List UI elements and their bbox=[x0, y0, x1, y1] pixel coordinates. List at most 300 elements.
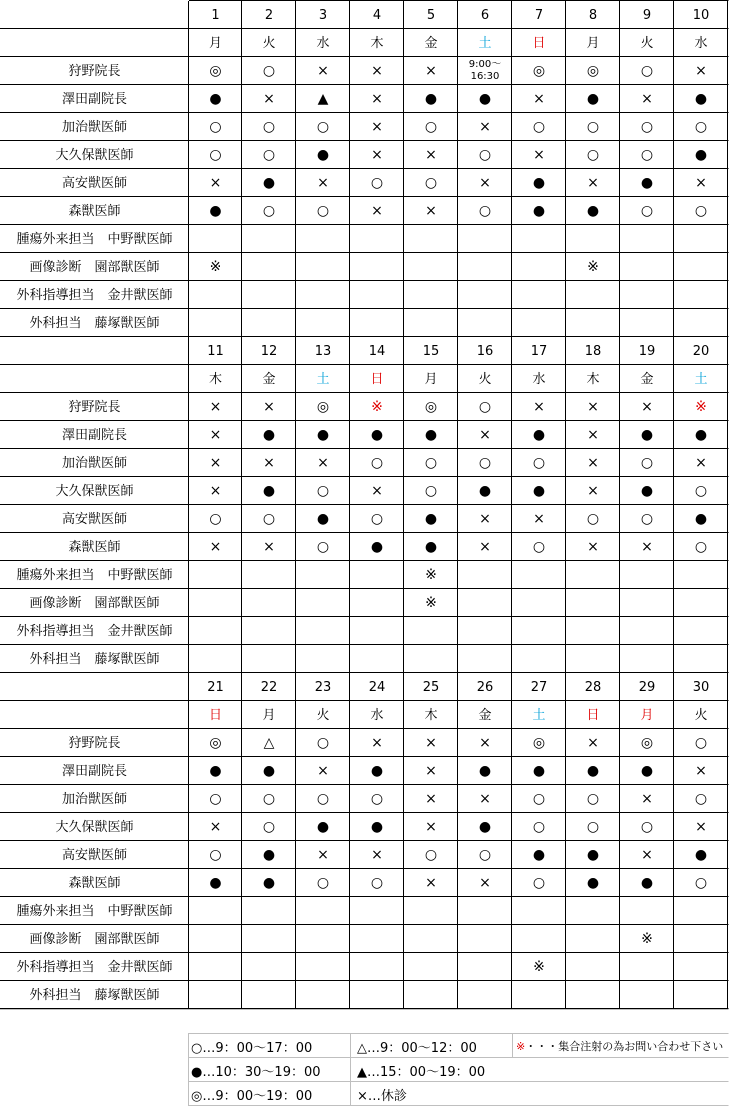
schedule-cell bbox=[566, 309, 620, 337]
schedule-cell: × bbox=[533, 399, 545, 415]
legend-circle: ○…9：00～17：00 bbox=[191, 1040, 313, 1056]
schedule-cell bbox=[566, 589, 620, 617]
staff-name: 外科指導担当 金井獣医師 bbox=[16, 959, 173, 975]
staff-name: 澤田副院長 bbox=[61, 763, 127, 779]
schedule-cell: × bbox=[695, 819, 707, 835]
day-number: 12 bbox=[260, 343, 278, 359]
schedule-cell: × bbox=[479, 875, 491, 891]
schedule-cell: × bbox=[641, 791, 653, 807]
schedule-cell bbox=[458, 617, 512, 645]
day-number: 14 bbox=[368, 343, 386, 359]
day-number: 20 bbox=[692, 343, 710, 359]
day-number: 4 bbox=[372, 7, 382, 23]
schedule-cell: ○ bbox=[640, 203, 654, 219]
schedule-cell: ● bbox=[532, 203, 546, 219]
schedule-cell: ※ bbox=[641, 931, 653, 947]
schedule-cell bbox=[458, 981, 512, 1009]
schedule-cell: ○ bbox=[424, 483, 438, 499]
schedule-cell: ● bbox=[424, 91, 438, 107]
schedule-cell: ○ bbox=[209, 791, 222, 807]
schedule-cell bbox=[350, 617, 404, 645]
weekday: 月 bbox=[640, 707, 654, 723]
schedule-cell: ◎ bbox=[640, 735, 654, 751]
schedule-cell bbox=[458, 253, 512, 281]
schedule-cell bbox=[674, 897, 728, 925]
schedule-cell: ○ bbox=[640, 455, 654, 471]
schedule-cell: × bbox=[263, 539, 275, 555]
weekday: 火 bbox=[640, 35, 654, 51]
schedule-cell: ○ bbox=[640, 119, 654, 135]
weekday: 日 bbox=[532, 35, 546, 51]
staff-name: 大久保獣医師 bbox=[55, 819, 134, 835]
weekday: 土 bbox=[316, 371, 330, 387]
schedule-cell: ● bbox=[209, 203, 222, 219]
schedule-cell: ● bbox=[640, 875, 654, 891]
schedule-cell bbox=[350, 981, 404, 1009]
schedule-cell: ○ bbox=[209, 147, 222, 163]
day-number: 5 bbox=[426, 7, 436, 23]
schedule-cell: ○ bbox=[209, 511, 222, 527]
schedule-cell: × bbox=[371, 63, 383, 79]
schedule-cell bbox=[296, 925, 350, 953]
schedule-cell: ◎ bbox=[424, 399, 438, 415]
schedule-cell: × bbox=[263, 455, 275, 471]
schedule-cell: ● bbox=[694, 91, 708, 107]
weekday: 土 bbox=[478, 35, 492, 51]
schedule-cell: ○ bbox=[478, 455, 492, 471]
weekday: 水 bbox=[316, 35, 330, 51]
schedule-cell: × bbox=[209, 819, 222, 835]
legend-cross: ×…休診 bbox=[357, 1088, 407, 1104]
schedule-cell: × bbox=[371, 91, 383, 107]
schedule-cell: ● bbox=[424, 427, 438, 443]
schedule-cell: ● bbox=[262, 847, 276, 863]
schedule-cell: × bbox=[317, 175, 329, 191]
staff-name: 加治獣医師 bbox=[61, 791, 127, 807]
staff-name: 高安獣医師 bbox=[61, 175, 127, 191]
schedule-cell: × bbox=[479, 511, 491, 527]
staff-name: 加治獣医師 bbox=[61, 119, 127, 135]
schedule-cell: × bbox=[479, 791, 491, 807]
schedule-cell bbox=[189, 281, 242, 309]
schedule-cell bbox=[674, 925, 728, 953]
schedule-cell bbox=[512, 981, 566, 1009]
schedule-cell: ○ bbox=[370, 455, 384, 471]
weekday: 火 bbox=[262, 35, 276, 51]
schedule-cell: ※ bbox=[587, 259, 599, 275]
schedule-cell: ● bbox=[532, 763, 546, 779]
schedule-cell: ● bbox=[424, 539, 438, 555]
day-number: 17 bbox=[530, 343, 548, 359]
schedule-cell bbox=[674, 225, 728, 253]
weekday: 火 bbox=[316, 707, 330, 723]
schedule-cell: ○ bbox=[209, 847, 222, 863]
schedule-cell: ◎ bbox=[532, 63, 546, 79]
schedule-cell: × bbox=[587, 399, 599, 415]
schedule-cell bbox=[674, 309, 728, 337]
schedule-cell: ◎ bbox=[209, 735, 222, 751]
schedule-cell: × bbox=[479, 427, 491, 443]
weekday: 月 bbox=[262, 707, 276, 723]
staff-name: 外科指導担当 金井獣医師 bbox=[16, 623, 173, 639]
schedule-cell bbox=[566, 925, 620, 953]
schedule-cell bbox=[620, 617, 674, 645]
staff-name: 森獣医師 bbox=[68, 539, 121, 555]
schedule-cell: ○ bbox=[262, 147, 276, 163]
schedule-cell: ● bbox=[694, 847, 708, 863]
staff-name: 狩野院長 bbox=[68, 63, 121, 79]
schedule-cell: ○ bbox=[478, 847, 492, 863]
schedule-cell bbox=[404, 925, 458, 953]
weekday: 月 bbox=[208, 35, 222, 51]
schedule-cell: ● bbox=[586, 875, 600, 891]
schedule-cell: × bbox=[209, 455, 222, 471]
schedule-cell bbox=[566, 617, 620, 645]
schedule-cell: ※ bbox=[695, 399, 707, 415]
schedule-cell: ○ bbox=[694, 735, 708, 751]
schedule-cell: × bbox=[587, 427, 599, 443]
schedule-cell: × bbox=[317, 763, 329, 779]
staff-name: 外科担当 藤塚獣医師 bbox=[29, 315, 160, 331]
schedule-cell: ○ bbox=[316, 791, 330, 807]
schedule-cell: ○ bbox=[640, 511, 654, 527]
schedule-cell: ○ bbox=[316, 119, 330, 135]
day-number: 19 bbox=[638, 343, 656, 359]
weekday: 金 bbox=[262, 371, 276, 387]
schedule-cell: ● bbox=[640, 483, 654, 499]
schedule-cell bbox=[350, 225, 404, 253]
schedule-cell: × bbox=[425, 735, 437, 751]
schedule-cell bbox=[189, 561, 242, 589]
schedule-cell bbox=[296, 589, 350, 617]
schedule-cell bbox=[458, 309, 512, 337]
day-number: 25 bbox=[422, 679, 440, 695]
schedule-cell bbox=[404, 953, 458, 981]
schedule-cell: ● bbox=[262, 483, 276, 499]
staff-name: 外科担当 藤塚獣医師 bbox=[29, 987, 160, 1003]
weekday: 土 bbox=[532, 707, 546, 723]
schedule-cell: ● bbox=[316, 147, 330, 163]
schedule-cell: ● bbox=[262, 763, 276, 779]
schedule-cell bbox=[512, 897, 566, 925]
schedule-cell bbox=[458, 225, 512, 253]
schedule-cell: ○ bbox=[370, 175, 384, 191]
schedule-cell bbox=[296, 645, 350, 673]
schedule-cell bbox=[674, 645, 728, 673]
schedule-cell: ○ bbox=[370, 511, 384, 527]
schedule-cell bbox=[350, 897, 404, 925]
weekday: 木 bbox=[424, 707, 438, 723]
schedule-cell bbox=[242, 645, 296, 673]
schedule-cell: ● bbox=[478, 763, 492, 779]
schedule-cell: ○ bbox=[316, 203, 330, 219]
schedule-cell: × bbox=[641, 539, 653, 555]
schedule-cell bbox=[566, 953, 620, 981]
day-number: 21 bbox=[207, 679, 224, 695]
schedule-cell: × bbox=[425, 763, 437, 779]
day-number: 24 bbox=[368, 679, 386, 695]
schedule-cell: ● bbox=[478, 91, 492, 107]
schedule-cell bbox=[512, 589, 566, 617]
schedule-cell: ● bbox=[640, 175, 654, 191]
schedule-cell: ○ bbox=[694, 483, 708, 499]
schedule-cell: ● bbox=[262, 427, 276, 443]
schedule-cell: ○ bbox=[640, 63, 654, 79]
schedule-cell: ※ bbox=[533, 959, 545, 975]
weekday: 木 bbox=[370, 35, 384, 51]
schedule-cell bbox=[674, 561, 728, 589]
schedule-cell bbox=[242, 953, 296, 981]
schedule-cell bbox=[296, 561, 350, 589]
schedule-cell bbox=[242, 561, 296, 589]
staff-name: 画像診断 園部獣医師 bbox=[29, 595, 160, 611]
schedule-cell: ○ bbox=[586, 119, 600, 135]
schedule-cell bbox=[189, 645, 242, 673]
schedule-cell bbox=[189, 589, 242, 617]
schedule-cell: ○ bbox=[694, 203, 708, 219]
schedule-cell: ○ bbox=[640, 147, 654, 163]
legend-ref bbox=[516, 1034, 723, 1058]
day-number: 7 bbox=[534, 7, 544, 23]
schedule-cell: ○ bbox=[694, 875, 708, 891]
day-number: 30 bbox=[692, 679, 710, 695]
schedule-cell bbox=[350, 925, 404, 953]
schedule-cell bbox=[242, 253, 296, 281]
weekday: 水 bbox=[694, 35, 708, 51]
schedule-cell: ● bbox=[209, 763, 222, 779]
schedule-cell: × bbox=[371, 203, 383, 219]
schedule-cell bbox=[404, 253, 458, 281]
schedule-cell: × bbox=[209, 539, 222, 555]
schedule-cell: ● bbox=[262, 175, 276, 191]
schedule-cell bbox=[674, 617, 728, 645]
weekday: 火 bbox=[694, 707, 708, 723]
schedule-cell bbox=[674, 953, 728, 981]
schedule-cell bbox=[296, 897, 350, 925]
schedule-cell bbox=[512, 253, 566, 281]
schedule-cell bbox=[458, 589, 512, 617]
staff-name: 高安獣医師 bbox=[61, 847, 127, 863]
schedule-cell: × bbox=[425, 203, 437, 219]
staff-name: 画像診断 園部獣医師 bbox=[29, 259, 160, 275]
schedule-cell bbox=[242, 981, 296, 1009]
schedule-cell bbox=[566, 561, 620, 589]
schedule-cell: ● bbox=[694, 147, 708, 163]
weekday: 木 bbox=[208, 371, 222, 387]
staff-name: 澤田副院長 bbox=[61, 427, 127, 443]
schedule-cell bbox=[404, 981, 458, 1009]
schedule-cell: ● bbox=[640, 427, 654, 443]
schedule-cell bbox=[566, 281, 620, 309]
schedule-cell: ※ bbox=[209, 259, 222, 275]
staff-name: 大久保獣医師 bbox=[55, 147, 134, 163]
schedule-cell bbox=[620, 589, 674, 617]
schedule-cell: ● bbox=[316, 819, 330, 835]
schedule-cell bbox=[242, 589, 296, 617]
schedule-cell bbox=[512, 645, 566, 673]
schedule-cell bbox=[566, 645, 620, 673]
schedule-cell bbox=[674, 981, 728, 1009]
schedule-cell: ○ bbox=[316, 483, 330, 499]
schedule-cell bbox=[189, 953, 242, 981]
schedule-cell: ○ bbox=[586, 147, 600, 163]
schedule-cell: ● bbox=[370, 819, 384, 835]
schedule-cell: × bbox=[209, 399, 222, 415]
schedule-cell: × bbox=[587, 539, 599, 555]
schedule-cell: ● bbox=[370, 763, 384, 779]
day-number: 27 bbox=[530, 679, 548, 695]
schedule-cell: ○ bbox=[209, 119, 222, 135]
schedule-cell: ● bbox=[209, 91, 222, 107]
schedule-cell: ● bbox=[478, 819, 492, 835]
schedule-cell: ○ bbox=[316, 539, 330, 555]
schedule-cell: × bbox=[587, 175, 599, 191]
weekday: 水 bbox=[532, 371, 546, 387]
schedule-cell: ● bbox=[586, 847, 600, 863]
schedule-cell: ○ bbox=[262, 63, 276, 79]
schedule-cell: × bbox=[641, 847, 653, 863]
schedule-cell: × bbox=[587, 455, 599, 471]
schedule-cell bbox=[512, 309, 566, 337]
schedule-cell: ○ bbox=[262, 511, 276, 527]
schedule-cell bbox=[404, 309, 458, 337]
schedule-cell bbox=[458, 897, 512, 925]
schedule-cell: × bbox=[371, 147, 383, 163]
weekday: 火 bbox=[478, 371, 492, 387]
schedule-cell bbox=[512, 925, 566, 953]
schedule-cell bbox=[566, 897, 620, 925]
schedule-cell bbox=[296, 225, 350, 253]
schedule-cell: × bbox=[209, 175, 222, 191]
schedule-cell: × bbox=[587, 735, 599, 751]
day-number: 2 bbox=[264, 7, 274, 23]
day-number: 26 bbox=[476, 679, 494, 695]
staff-name: 狩野院長 bbox=[68, 399, 121, 415]
schedule-cell: ○ bbox=[316, 735, 330, 751]
schedule-cell: ○ bbox=[370, 791, 384, 807]
schedule-cell bbox=[620, 561, 674, 589]
schedule-cell bbox=[404, 281, 458, 309]
weekday: 日 bbox=[586, 707, 600, 723]
schedule-cell bbox=[674, 281, 728, 309]
schedule-cell bbox=[350, 953, 404, 981]
schedule-cell bbox=[458, 953, 512, 981]
staff-name: 加治獣医師 bbox=[61, 455, 127, 471]
schedule-cell: ◎ bbox=[532, 735, 546, 751]
schedule-cell: ● bbox=[532, 847, 546, 863]
schedule-cell: × bbox=[209, 483, 222, 499]
schedule-cell bbox=[458, 925, 512, 953]
day-number: 28 bbox=[584, 679, 602, 695]
schedule-cell: ● bbox=[532, 175, 546, 191]
schedule-cell: ○ bbox=[532, 539, 546, 555]
schedule-cell: ● bbox=[586, 203, 600, 219]
schedule-cell bbox=[404, 897, 458, 925]
schedule-cell bbox=[350, 253, 404, 281]
schedule-cell bbox=[296, 981, 350, 1009]
schedule-cell: ● bbox=[316, 511, 330, 527]
schedule-cell bbox=[512, 281, 566, 309]
schedule-cell: × bbox=[479, 735, 491, 751]
schedule-cell: ○ bbox=[694, 119, 708, 135]
schedule-cell: ○ bbox=[532, 875, 546, 891]
schedule-cell: ○ bbox=[532, 455, 546, 471]
schedule-cell: × bbox=[479, 539, 491, 555]
schedule-cell bbox=[512, 561, 566, 589]
staff-name: 大久保獣医師 bbox=[55, 483, 134, 499]
schedule-cell: ○ bbox=[424, 847, 438, 863]
schedule-cell: ○ bbox=[424, 119, 438, 135]
schedule-cell: ○ bbox=[532, 119, 546, 135]
schedule-cell: ● bbox=[209, 875, 222, 891]
schedule-cell: × bbox=[425, 791, 437, 807]
schedule-cell: ○ bbox=[262, 791, 276, 807]
schedule-cell: ● bbox=[586, 91, 600, 107]
schedule-cell: × bbox=[209, 427, 222, 443]
schedule-cell bbox=[296, 253, 350, 281]
schedule-cell: ● bbox=[532, 483, 546, 499]
schedule-cell: ▲ bbox=[317, 91, 329, 107]
weekday: 木 bbox=[586, 371, 600, 387]
schedule-cell: ○ bbox=[370, 875, 384, 891]
legend-double-circle: ◎…9：00～19：00 bbox=[191, 1088, 313, 1104]
schedule-cell bbox=[458, 281, 512, 309]
schedule-cell bbox=[242, 309, 296, 337]
schedule-cell: ○ bbox=[478, 203, 492, 219]
schedule-cell bbox=[242, 925, 296, 953]
schedule-cell bbox=[296, 309, 350, 337]
schedule-cell: ● bbox=[370, 427, 384, 443]
schedule-cell: × bbox=[587, 483, 599, 499]
schedule-cell: ● bbox=[694, 511, 708, 527]
legend-ref-text: ・・・集合注射の為お問い合わせ下さい bbox=[525, 1040, 724, 1053]
schedule-cell: △ bbox=[263, 735, 275, 751]
schedule-cell: ● bbox=[532, 427, 546, 443]
schedule-cell: ○ bbox=[532, 819, 546, 835]
schedule-cell: × bbox=[479, 175, 491, 191]
schedule-cell bbox=[458, 561, 512, 589]
staff-name: 森獣医師 bbox=[68, 203, 121, 219]
schedule-cell bbox=[566, 981, 620, 1009]
schedule-cell bbox=[620, 281, 674, 309]
schedule-cell: ○ bbox=[316, 875, 330, 891]
schedule-cell: ● bbox=[478, 483, 492, 499]
schedule-cell bbox=[350, 589, 404, 617]
schedule-cell: ○ bbox=[262, 819, 276, 835]
schedule-cell: ○ bbox=[586, 791, 600, 807]
legend-ref-mark: ※ bbox=[516, 1039, 526, 1053]
schedule-cell: ● bbox=[370, 539, 384, 555]
weekday: 金 bbox=[478, 707, 492, 723]
schedule-cell bbox=[566, 225, 620, 253]
schedule-cell bbox=[242, 897, 296, 925]
day-number: 6 bbox=[480, 7, 490, 23]
schedule-cell: × bbox=[317, 63, 329, 79]
schedule-cell: × bbox=[425, 875, 437, 891]
schedule-cell: × bbox=[425, 147, 437, 163]
day-number: 15 bbox=[422, 343, 440, 359]
day-number: 13 bbox=[314, 343, 332, 359]
day-number: 16 bbox=[476, 343, 494, 359]
schedule-cell bbox=[189, 309, 242, 337]
day-number: 22 bbox=[260, 679, 278, 695]
schedule-cell: ○ bbox=[262, 119, 276, 135]
schedule-cell bbox=[674, 589, 728, 617]
schedule-cell: ● bbox=[586, 763, 600, 779]
schedule-cell: ● bbox=[316, 427, 330, 443]
schedule-cell bbox=[296, 281, 350, 309]
day-number: 10 bbox=[692, 7, 710, 23]
